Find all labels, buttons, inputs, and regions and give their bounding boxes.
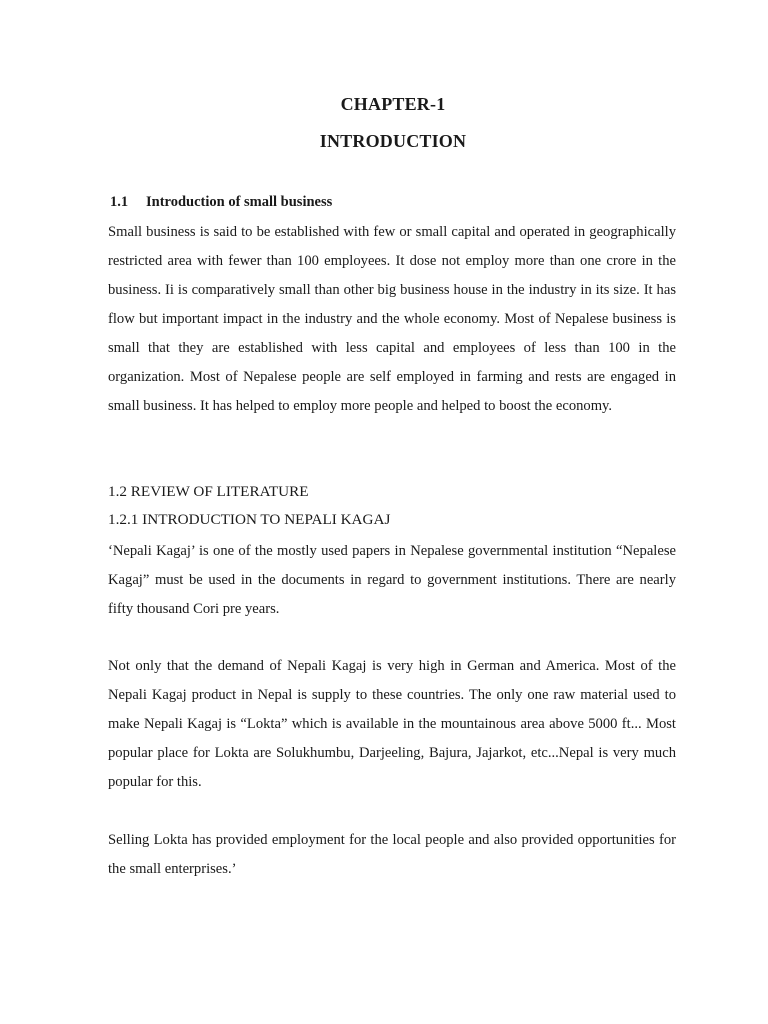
- paragraph-small-business: Small business is said to be established with few or small capital and operated in geographically restricted area with fewer than 100 employees. It dose not employ more than one crore in the business. Ii is comparatively small than other big business house in the industry in its size. It has flow but important impact in the industry and the whole economy. Most of Nepalese business is small that they are established with less capital and employees of less than 100 in the organization. Most of Nepalese people are self employed in farming and rests are engaged in small business. It has helped to employ more people and helped to boost the economy.: [108, 224, 676, 414]
- section-heading-nepali-kagaj: 1.2.1 INTRODUCTION TO NEPALI KAGAJ: [108, 511, 391, 528]
- section-heading-1-1: [110, 194, 332, 211]
- section-number: 1.1: [110, 194, 129, 210]
- section-heading-review-of-literature: 1.2 REVIEW OF LITERATURE: [108, 483, 309, 500]
- paragraph-lokta-employment: Selling Lokta has provided employment for the local people and also provided opportunities for the small enterprises.’: [108, 832, 676, 877]
- paragraph-nepali-kagaj-usage: ‘Nepali Kagaj’ is one of the mostly used papers in Nepalese governmental institution “Nepalese Kagaj” must be used in the documents in regard to government institutions. There are nearly fifty thousand Cori pre years.: [108, 543, 676, 617]
- chapter-number: CHAPTER-1: [340, 94, 446, 114]
- paragraph-nepali-kagaj-demand: Not only that the demand of Nepali Kagaj is very high in German and America. Most of the Nepali Kagaj product in Nepal is supply to these countries. The only one raw material used to make Nepali Kagaj is “Lokta” which is available in the mountainous area above 5000 ft... Most popular place for Lokta are Solukhumbu, Darjeeling, Bajura, Jajarkot, etc...Nepal is very much popular for this.: [108, 658, 676, 790]
- chapter-title: INTRODUCTION: [319, 131, 467, 151]
- section-title: Introduction of small business: [146, 194, 333, 210]
